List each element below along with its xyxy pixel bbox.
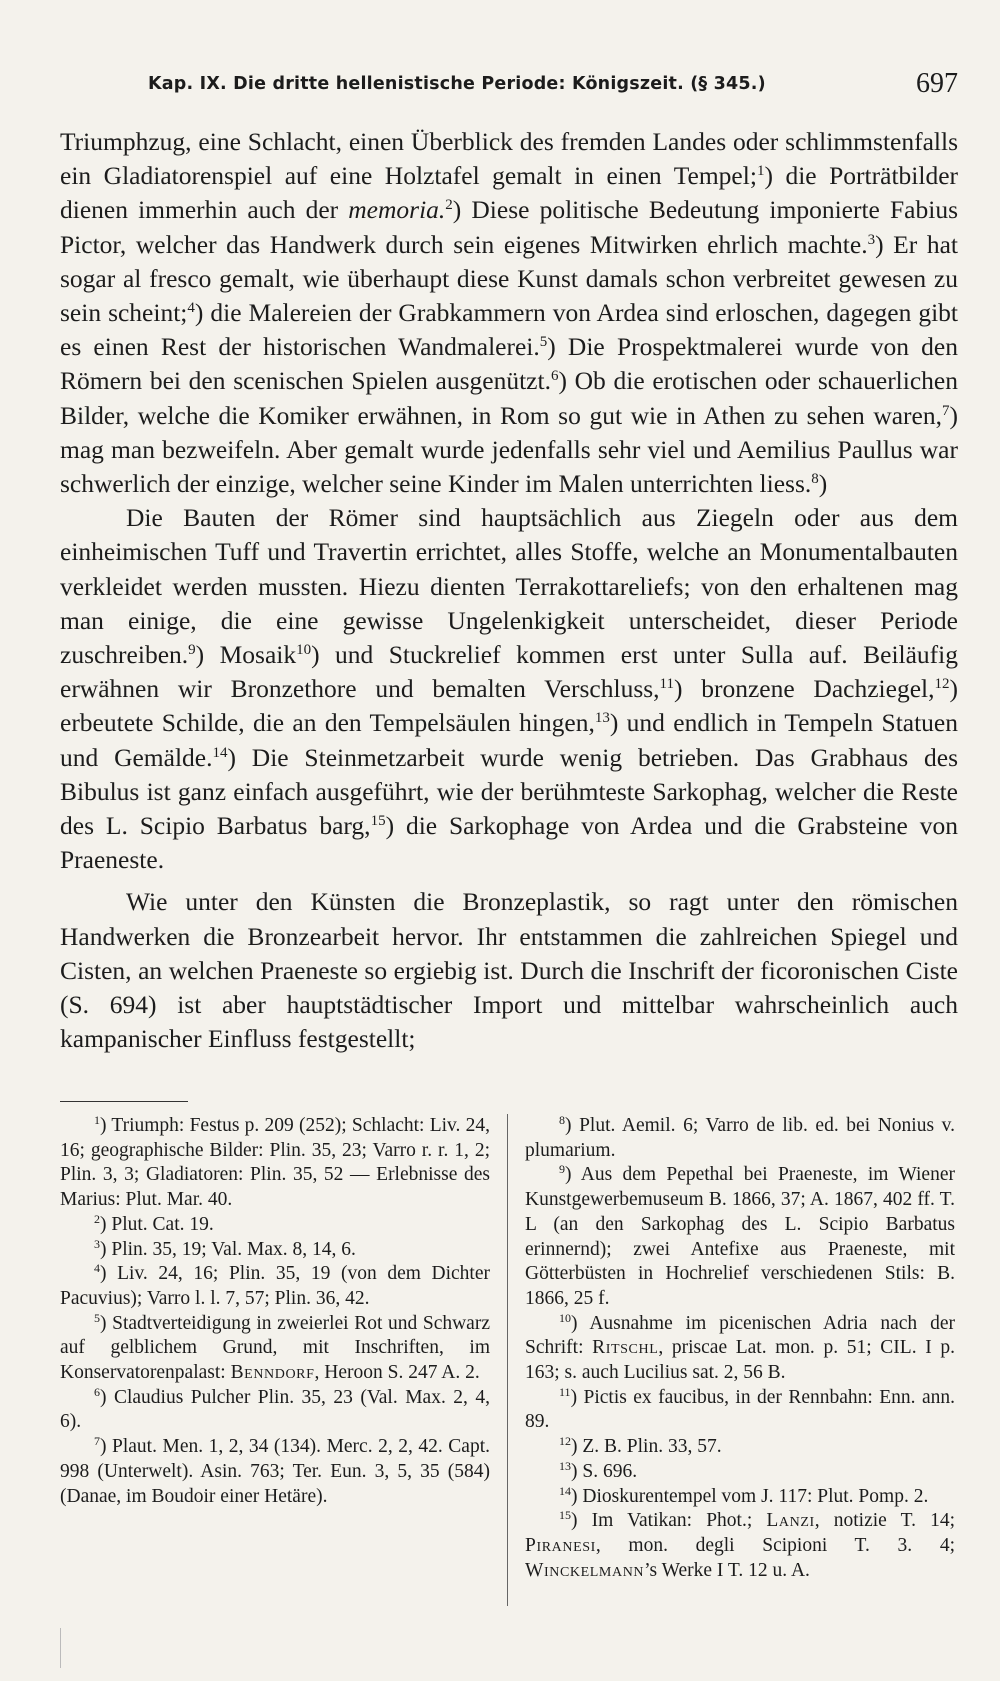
text-run: Die Bauten der Römer sind hauptsächlich aus Ziegeln oder aus dem einheimischen Tuff und Travertin errichtet, alles Stoffe, welche an Monumentalbauten verkleidet werden mussten. Hiezu dienten Terrakottareliefs; von den erhaltenen mag man einige, die eine gewisse Ungelenkigkeit unterscheidet, dieser Periode zuschreiben. (60, 503, 958, 670)
footnote-number: 15 (559, 1508, 571, 1523)
page-number: 697 (916, 68, 958, 99)
footnote-number: 13 (559, 1458, 571, 1473)
footnote-number: 8 (559, 1113, 565, 1127)
paragraph-2 (60, 501, 958, 877)
footnote-text: ) Plut. Cat. 19. (100, 1213, 214, 1235)
footnote-number: 5 (94, 1310, 100, 1325)
main-text (60, 125, 958, 1056)
footnote-number: 6 (94, 1384, 100, 1399)
footnote-13 (525, 1460, 955, 1485)
footnote-ref-13: 13 (594, 710, 610, 727)
footnote-10 (525, 1312, 955, 1386)
paragraph-3: Wie unter den Künsten die Bronzeplastik, so ragt unter den römischen Handwerken die Bronzearbeit hervor. Ihr entstammen die zahlreichen Spiegel und Cisten, an welchen Praeneste so ergiebig ist. Durch die Inschrift der ficoronischen Ciste (S. 694) ist aber hauptstädtischer Import und mittelbar wahrscheinlich auch kampanischer Einfluss festgestellt; (60, 887, 958, 1054)
footnote-text: ) Ausnahme im picenischen Adria nach der Schrift: (525, 1312, 955, 1359)
footnote-text: ) Dioskurentempel vom J. 117: Plut. Pomp. 2. (571, 1485, 929, 1507)
text-run: ) die Malereien der Grabkammern von Ardea sind erloschen, dagegen gibt es einen Rest der historischen Wandmalerei. (60, 298, 959, 362)
running-title: Kap. IX. Die dritte hellenistische Periode: Königszeit. (§ 345.) (148, 74, 766, 94)
footnote-number: 4 (94, 1261, 100, 1276)
footnote-ref-5: 5 (539, 334, 548, 351)
footnote-text: , notizie T. 14; (814, 1510, 956, 1532)
text-run: ) erbeutete Schilde, die an den Tempelsäulen hingen, (60, 674, 958, 738)
author-name: Winckelmann (525, 1559, 645, 1581)
author-name: Piranesi (525, 1534, 596, 1556)
footnote-9 (525, 1163, 955, 1311)
footnote-number: 1 (94, 1113, 100, 1127)
footnote-ref-8: 8 (811, 471, 819, 488)
footnote-text: ) Stadtverteidigung in zweierlei Rot und Schwarz auf gelblichem Grund, mit Inschriften, im Konservatorenpalast: (60, 1312, 490, 1384)
text-run: ) Die Prospektmalerei wurde von den Römern bei den scenischen Spielen ausgenützt. (60, 332, 958, 396)
footnote-3 (60, 1238, 490, 1263)
footnote-text: ) S. 696. (571, 1460, 638, 1482)
footnote-text: ) Pictis ex faucibus, in der Rennbahn: Enn. ann. 89. (525, 1386, 955, 1433)
footnote-number: 2 (94, 1211, 100, 1226)
footnote-ref-15: 15 (370, 813, 386, 830)
footnote-text: , Heroon S. 247 A. 2. (314, 1362, 480, 1384)
author-name: Lanzi (766, 1510, 815, 1532)
footnote-ref-7: 7 (942, 402, 950, 419)
footnote-text: ) Z. B. Plin. 33, 57. (571, 1436, 722, 1458)
footnote-text: , mon. degli Scipioni T. 3. 4; (595, 1534, 955, 1556)
footnote-ref-3: 3 (867, 231, 876, 248)
footnote-text: , priscae Lat. mon. p. 51; CIL. I p. 163; s. auch Lucilius sat. 2, 56 B. (525, 1337, 955, 1384)
text-run-italic: memoria. (348, 195, 446, 225)
footnote-text: ) Liv. 24, 16; Plin. 35, 19 (von dem Dichter Pacuvius); Varro l. l. 7, 57; Plin. 36, 42. (60, 1263, 490, 1309)
text-run: ) Er hat sogar al fresco gemalt, wie überhaupt diese Kunst damals schon verbreitet gewesen zu sein scheint; (60, 229, 958, 328)
footnote-column-right (525, 1114, 955, 1583)
footnote-ref-10: 10 (296, 642, 312, 659)
author-name: Ritschl (592, 1337, 659, 1359)
footnote-number: 14 (559, 1483, 571, 1498)
footnote-4 (60, 1262, 490, 1311)
author-name: Benndorf (230, 1362, 315, 1384)
footnote-6 (60, 1386, 490, 1435)
scan-margin-mark (60, 1628, 61, 1668)
footnote-text: ) Aus dem Pepethal bei Praeneste, im Wiener Kunstgewerbemuseum B. 1866, 37; A. 1867, 402 ff. T. L (an den Sarkophag des L. Scipio Barbatus erinnernd); zwei Antefixe aus Praeneste, mit Götterbüsten in Hochrelief verschiedenen Stils: B. 1866, 25 f. (525, 1164, 955, 1309)
text-run: ) die Sarkophage von Ardea und die Grabsteine von Praeneste. (60, 811, 958, 875)
footnote-text: ) Triumph: Festus p. 209 (252); Schlacht: Liv. 24, 16; geographische Bilder: Plin. 35, 23; Varro r. r. 1, 2; Plin. 3, 3; Gladiatoren: Plin. 35, 52 — Erlebnisse des Marius: Plut. Mar. 40. (60, 1115, 490, 1211)
footnote-number: 7 (94, 1434, 100, 1449)
footnote-ref-1: 1 (756, 163, 765, 180)
footnote-12 (525, 1435, 955, 1460)
text-run: ) und Stuckrelief kommen erst unter Sulla auf. Beiläufig erwähnen wir Bronzethore und bemalten Verschluss, (60, 640, 959, 704)
paragraph-1 (60, 125, 958, 501)
footnote-text: ) Plut. Aemil. 6; Varro de lib. ed. bei Nonius v. plumarium. (525, 1115, 955, 1161)
text-run: ) Diese politische Bedeutung imponierte Fabius Pictor, welcher das Handwerk durch sein eigenes Mitwirken ehrlich machte. (60, 195, 958, 259)
footnote-column-left (60, 1114, 490, 1509)
footnote-ref-9: 9 (188, 642, 196, 659)
footnote-separator (60, 1101, 188, 1102)
footnote-7 (60, 1435, 490, 1509)
footnote-text: ) Plin. 35, 19; Val. Max. 8, 14, 6. (100, 1238, 356, 1260)
running-header (148, 68, 958, 108)
footnote-text: ) Claudius Pulcher Plin. 35, 23 (Val. Max. 2, 4, 6). (60, 1386, 490, 1433)
footnote-5 (60, 1312, 490, 1386)
footnote-number: 10 (559, 1310, 571, 1325)
footnote-ref-14: 14 (212, 744, 228, 761)
footnote-number: 9 (559, 1162, 565, 1177)
text-run: ) Die Steinmetzarbeit wurde wenig betrieben. Das Grabhaus des Bibulus ist ganz einfach ausgeführt, wie der berühmteste Sarkophag, welcher die Reste des L. Scipio Barbatus barg, (60, 742, 958, 841)
footnote-number: 12 (559, 1434, 571, 1449)
footnote-8 (525, 1114, 955, 1163)
text-run: ) (818, 469, 828, 499)
text-run: ) Ob die erotischen oder schauerlichen Bilder, welche die Komiker erwähnen, in Rom so gut wie in Athen zu sehen waren, (60, 366, 958, 430)
text-run: ) bronzene Dachziegel, (674, 674, 935, 704)
footnote-number: 3 (94, 1236, 100, 1251)
footnote-column-rule (507, 1114, 508, 1606)
footnote-14 (525, 1485, 955, 1510)
footnote-ref-12: 12 (934, 676, 950, 693)
footnote-number: 11 (559, 1384, 571, 1399)
text-run: ) Mosaik (195, 640, 297, 670)
footnote-15 (525, 1509, 955, 1583)
footnote-11 (525, 1386, 955, 1435)
text-run: ) die Porträtbilder dienen immerhin auch der (60, 161, 959, 225)
footnote-2 (60, 1213, 490, 1238)
text-run: Triumphzug, eine Schlacht, einen Überblick des fremden Landes oder schlimmstenfalls ein Gladiatorenspiel auf eine Holztafel gemalt in einen Tempel; (60, 127, 958, 191)
footnote-text: ’s Werke I T. 12 u. A. (644, 1559, 810, 1581)
footnote-ref-11: 11 (659, 676, 674, 693)
footnote-ref-4: 4 (187, 300, 195, 317)
text-run: ) und endlich in Tempeln Statuen und Gemälde. (60, 708, 958, 772)
footnote-text: ) Im Vatikan: Phot.; (571, 1510, 767, 1532)
footnote-ref-2: 2 (445, 197, 453, 214)
footnote-text: ) Plaut. Men. 1, 2, 34 (134). Merc. 2, 2, 42. Capt. 998 (Unterwelt). Asin. 763; Ter. Eun. 3, 5, 35 (584) (Danae, im Boudoir einer Hetäre). (60, 1436, 490, 1507)
footnote-ref-6: 6 (550, 368, 559, 385)
text-run: ) mag man bezweifeln. Aber gemalt wurde jedenfalls sehr viel und Aemilius Paullus war schwerlich der einzige, welcher seine Kinder im Malen unterrichten liess. (60, 400, 958, 499)
footnote-1 (60, 1114, 490, 1213)
